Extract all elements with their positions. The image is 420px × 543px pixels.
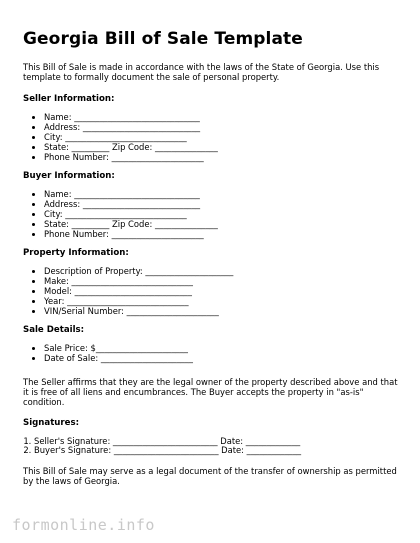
property-model-field: • Model: ____________________________ <box>44 287 399 297</box>
property-description-field: • Description of Property: _____________________ <box>44 267 399 277</box>
seller-phone-field: • Phone Number: ______________________ <box>44 153 399 163</box>
sale-section <box>23 325 399 364</box>
buyer-heading: Buyer Information: <box>23 171 115 182</box>
sale-field-list <box>23 344 399 364</box>
signatures-heading: Signatures: <box>23 417 80 428</box>
property-vin-field: • VIN/Serial Number: ______________________ <box>44 307 399 317</box>
buyer-address-field: • Address: ____________________________ <box>44 200 399 210</box>
watermark-text: formonline.info <box>12 516 155 534</box>
buyer-city-field: • City: _____________________________ <box>44 210 399 220</box>
seller-heading: Seller Information: <box>23 94 115 105</box>
sale-date-field: • Date of Sale: ______________________ <box>44 354 399 364</box>
affirmation-paragraph: The Seller affirms that they are the legal owner of the property described above and that it is free of all liens and encumbrances. The Buyer accepts the property in "as-is" condition. <box>23 376 398 408</box>
seller-section <box>23 94 399 162</box>
buyer-state-zip-field: • State: _________ Zip Code: _______________ <box>44 220 399 230</box>
intro-paragraph: This Bill of Sale is made in accordance with the laws of the State of Georgia. Use this template to formally document the sale of personal property. <box>23 62 380 83</box>
seller-city-field: • City: _____________________________ <box>44 133 399 143</box>
seller-signature-line: 1. Seller's Signature: _________________________ Date: _____________ <box>34 437 399 447</box>
seller-field-list <box>23 113 399 162</box>
property-make-field: • Make: _____________________________ <box>44 277 399 287</box>
property-section <box>23 248 399 316</box>
buyer-phone-field: • Phone Number: ______________________ <box>44 230 399 240</box>
buyer-section <box>23 171 399 239</box>
sale-price-field: • Sale Price: $______________________ <box>44 344 399 354</box>
document-title: Georgia Bill of Sale Template <box>23 29 303 49</box>
buyer-field-list <box>23 190 399 239</box>
closing-paragraph: This Bill of Sale may serve as a legal document of the transfer of ownership as permitted by the laws of Georgia. <box>23 466 397 487</box>
signatures-section <box>23 418 399 457</box>
signatures-list <box>23 437 399 457</box>
property-heading: Property Information: <box>23 248 129 259</box>
seller-name-field: • Name: ______________________________ <box>44 113 399 123</box>
property-year-field: • Year: _____________________________ <box>44 297 399 307</box>
buyer-signature-line: 2. Buyer's Signature: _________________________ Date: _____________ <box>34 446 399 456</box>
buyer-name-field: • Name: ______________________________ <box>44 190 399 200</box>
property-field-list <box>23 267 399 316</box>
document-page <box>23 28 399 487</box>
seller-state-zip-field: • State: _________ Zip Code: _______________ <box>44 143 399 153</box>
sale-heading: Sale Details: <box>23 325 85 336</box>
seller-address-field: • Address: ____________________________ <box>44 123 399 133</box>
